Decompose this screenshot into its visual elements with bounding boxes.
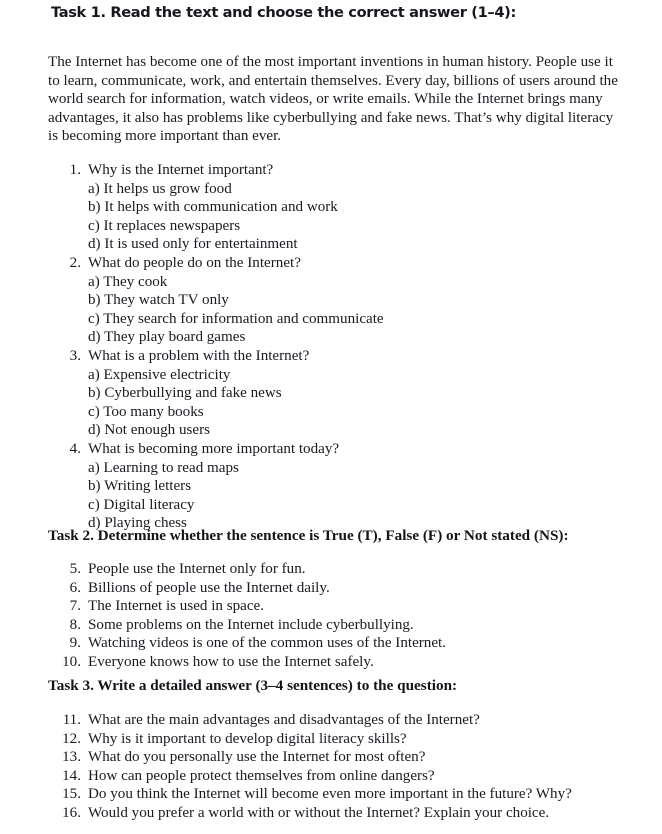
answer-option[interactable]: b) They watch TV only <box>88 292 229 309</box>
list-item-text: Why is the Internet important? <box>88 162 274 178</box>
list-item-number: 3. <box>69 347 81 364</box>
answer-option[interactable]: c) Too many books <box>88 403 204 420</box>
task-2-heading: Task 2. Determine whether the sentence is True (T), False (F) or Not stated (NS): <box>48 527 569 544</box>
list-item-number: 13. <box>62 749 81 766</box>
list-item <box>48 748 628 767</box>
list-item <box>48 730 628 749</box>
answer-option[interactable]: c) They search for information and communicate <box>88 310 384 327</box>
task-3-heading: Task 3. Write a detailed answer (3–4 sentences) to the question: <box>48 677 458 694</box>
list-item-text: What is a problem with the Internet? <box>88 347 310 364</box>
list-item <box>48 347 628 440</box>
answer-option[interactable]: d) They play board games <box>88 329 246 346</box>
answer-option[interactable]: c) It replaces newspapers <box>88 217 241 234</box>
answer-option-list <box>88 459 628 533</box>
list-item-number: 8. <box>69 616 81 633</box>
list-item <box>48 711 628 730</box>
list-item <box>48 597 628 616</box>
list-item-number: 7. <box>69 598 81 615</box>
list-item <box>48 161 628 254</box>
answer-option[interactable]: b) It helps with communication and work <box>88 199 338 216</box>
list-item-number: 4. <box>69 440 81 457</box>
answer-option[interactable]: b) Writing letters <box>88 478 192 495</box>
list-item-text: What do you personally use the Internet for most often? <box>88 749 426 766</box>
list-item-number: 12. <box>62 730 81 747</box>
answer-option[interactable]: d) It is used only for entertainment <box>88 236 298 253</box>
list-item-number: 6. <box>69 579 81 596</box>
list-item-text: Would you prefer a world with or without the Internet? Explain your choice. <box>88 804 550 821</box>
answer-option[interactable]: a) It helps us grow food <box>88 180 232 197</box>
list-item <box>48 254 628 347</box>
list-item-number: 5. <box>69 561 81 577</box>
list-item-text: What is becoming more important today? <box>88 440 340 457</box>
list-item <box>48 634 628 653</box>
task-2-statement-list <box>48 560 628 672</box>
list-item <box>48 440 628 533</box>
list-item-number: 14. <box>62 767 81 784</box>
answer-option-list <box>88 366 628 440</box>
list-item-text: People use the Internet only for fun. <box>88 561 306 577</box>
answer-option-list <box>88 180 628 254</box>
answer-option[interactable]: a) Expensive electricity <box>88 366 231 383</box>
answer-option[interactable]: a) Learning to read maps <box>88 459 239 476</box>
list-item-text: How can people protect themselves from online dangers? <box>88 767 435 784</box>
list-item-number: 16. <box>62 804 81 821</box>
answer-option[interactable]: a) They cook <box>88 273 168 290</box>
list-item-number: 9. <box>69 635 81 652</box>
list-item-text: Billions of people use the Internet daily. <box>88 579 330 596</box>
task-1-question-list <box>48 161 628 533</box>
list-item-text: Everyone knows how to use the Internet safely. <box>88 653 374 670</box>
list-item-number: 2. <box>69 254 81 271</box>
list-item-number: 15. <box>62 786 81 803</box>
list-item <box>48 653 628 672</box>
list-item <box>48 767 628 786</box>
list-item <box>48 579 628 598</box>
list-item <box>48 785 628 804</box>
list-item <box>48 616 628 635</box>
list-item-text: Watching videos is one of the common uses of the Internet. <box>88 635 447 652</box>
list-item <box>48 804 628 823</box>
list-item-text: Why is it important to develop digital literacy skills? <box>88 730 407 747</box>
task-1-heading: Task 1. Read the text and choose the correct answer (1–4): <box>51 4 516 21</box>
list-item-text: Do you think the Internet will become even more important in the future? Why? <box>88 786 572 803</box>
list-item <box>48 560 628 579</box>
list-item-number: 10. <box>62 653 81 670</box>
list-item-number: 1. <box>69 162 81 178</box>
list-item-text: What are the main advantages and disadvantages of the Internet? <box>88 712 480 728</box>
list-item-text: What do people do on the Internet? <box>88 254 301 271</box>
answer-option[interactable]: d) Not enough users <box>88 422 210 439</box>
list-item-number: 11. <box>62 712 81 728</box>
answer-option[interactable]: d) Playing chess <box>88 515 187 532</box>
answer-option[interactable]: b) Cyberbullying and fake news <box>88 385 282 402</box>
answer-option-list <box>88 273 628 347</box>
task-3-question-list <box>48 711 628 823</box>
answer-option[interactable]: c) Digital literacy <box>88 496 195 513</box>
list-item-text: Some problems on the Internet include cyberbullying. <box>88 616 414 633</box>
list-item-text: The Internet is used in space. <box>88 598 265 615</box>
reading-passage: The Internet has become one of the most important inventions in human history. People use it to learn, communicate, work, and entertain themselves. Every day, billions of users around the world search for information, watch videos, or write emails. While the Internet brings many advantages, it also has problems like cyberbullying and fake news. That’s why digital literacy is becoming more important than ever. <box>48 54 618 145</box>
